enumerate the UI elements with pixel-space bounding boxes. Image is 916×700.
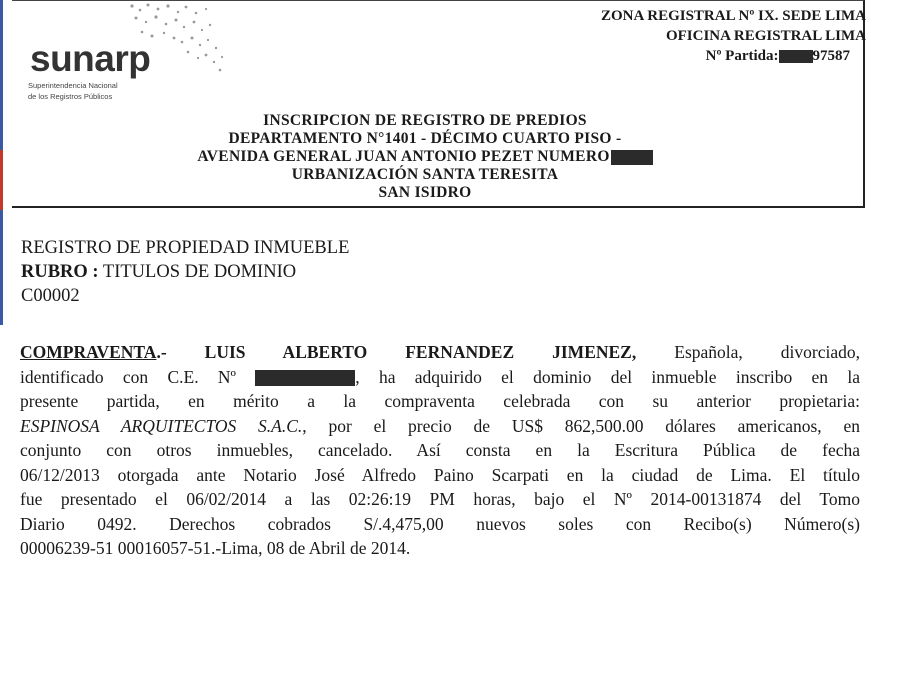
buyer-name: LUIS ALBERTO FERNANDEZ JIMENEZ, [204,342,637,362]
body-line-4 [20,414,860,439]
rubro-value: TITULOS DE DOMINIO [102,262,297,282]
office-info [601,6,866,66]
rubro-label: RUBRO : [21,262,99,282]
title-line-2: DEPARTAMENTO N°1401 - DÉCIMO CUARTO PISO - [228,130,622,147]
registry-info [21,236,349,308]
rubro-line [21,260,349,284]
partida-suffix: 97587 [812,48,850,64]
brand-subtitle-1: Superintendencia Nacional [28,81,118,90]
registry-code: C00002 [21,286,80,306]
redaction-block [255,370,355,386]
title-line-3-wrap [170,148,680,166]
body-line-1 [20,340,860,365]
seller-name: ESPINOSA ARQUITECTOS S.A.C. [20,415,303,436]
body-line-9: 00006239-51 00016057-51.-Lima, 08 de Abril de 2014. [20,538,411,558]
title-line-4: URBANIZACIÓN SANTA TERESITA [291,166,559,183]
body-line-8: Diario 0492. Derechos cobrados S/.4,475,00 nuevos soles con Recibo(s) Número(s) [20,513,860,534]
brand-subtitle-2: de los Registros Públicos [28,92,113,101]
office-label: OFICINA REGISTRAL LIMA [665,28,866,44]
sunarp-logo [22,0,222,105]
registry-type: REGISTRO DE PROPIEDAD INMUEBLE [21,238,350,258]
body-line-5: conjunto con otros inmuebles, cancelado. Así consta en la Escritura Pública de fecha [20,440,860,460]
body-line-6: 06/12/2013 otorgada ante Notario José Alfredo Paino Scarpati en la ciudad de Lima. El título [20,464,860,485]
body-line-2b: , ha adquirido el dominio del inmueble inscribo en la [355,366,860,387]
zone-label: ZONA REGISTRAL Nº IX. SEDE LIMA [600,8,866,24]
entry-sep: .- [156,342,205,362]
entry-body [20,340,860,561]
brand-name: sunarp [30,38,151,79]
document-title [170,112,680,202]
partida-line [601,46,866,66]
title-line-5: SAN ISIDRO [378,184,472,201]
scan-edge-red [0,150,3,210]
title-line-1: INSCRIPCION DE REGISTRO DE PREDIOS [263,112,587,129]
redaction-block [779,50,813,63]
partida-label: Nº Partida: [705,48,779,64]
body-line-7: fue presentado el 06/02/2014 a las 02:26:19 PM horas, bajo el Nº 2014-00131874 del Tomo [20,489,860,509]
title-line-3: AVENIDA GENERAL JUAN ANTONIO PEZET NUMERO [197,148,610,165]
body-line-4-rest: , por el precio de US$ 862,500.00 dólares americanos, en [302,415,860,436]
body-line-1-rest: Española, divorciado, [674,342,860,362]
body-line-3: presente partida, en mérito a la compraventa celebrada con su anterior propietaria: [20,391,860,411]
body-line-2 [20,365,860,390]
body-line-2a: identificado con C.E. Nº [20,366,236,387]
entry-heading: COMPRAVENTA [20,342,157,362]
redaction-block [611,150,653,165]
